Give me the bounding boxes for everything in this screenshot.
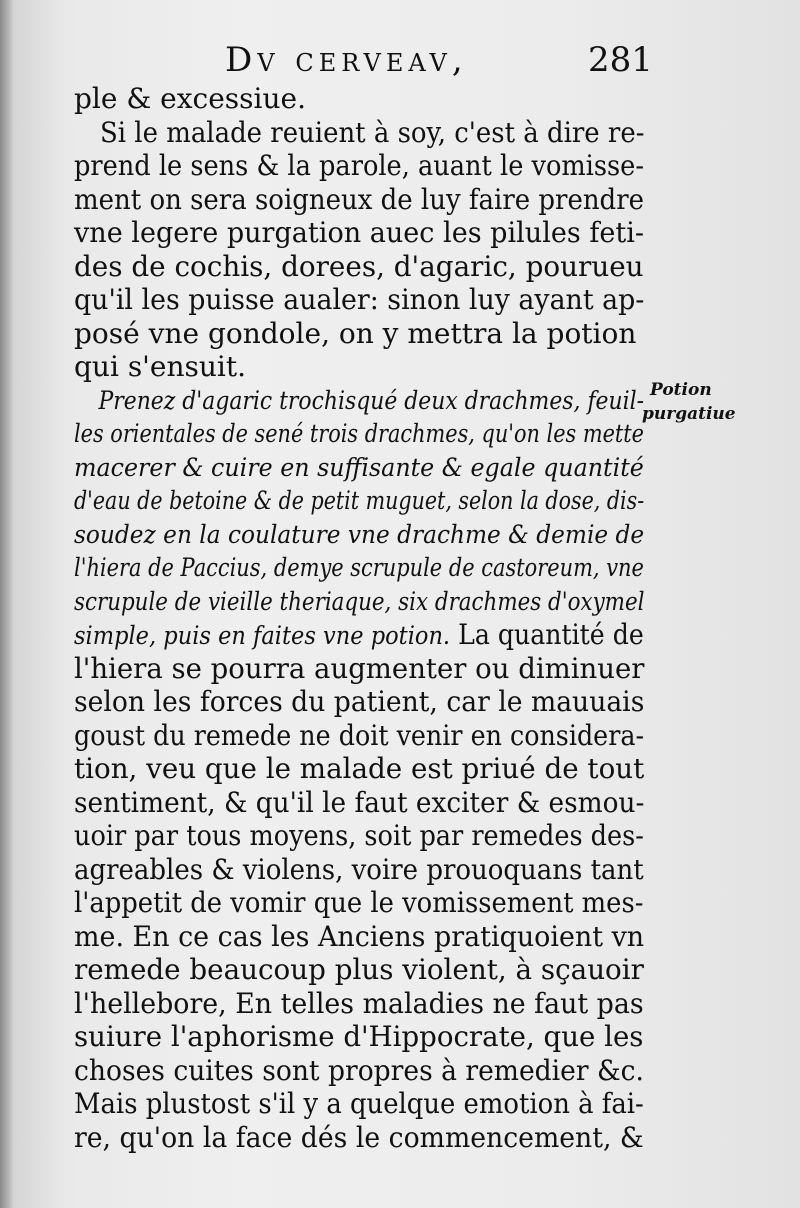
page-number: 281 [588,40,653,80]
text-line: suiure l'aphorisme d'Hippocrate, que les [74,1020,644,1053]
text-line: tion, veu que le malade est priué de tout [74,752,645,785]
recipe-line: macerer & cuire en suffisante & egale quantité [74,452,644,482]
marginal-note-line: purgatiue [642,404,736,424]
recipe-line: les orientales de sené trois drachmes, qu'on les mette [74,419,644,448]
gutter-shadow [0,0,14,1208]
running-head-title: Dv cerveav, [225,40,468,80]
recipe-line: d'eau de betoine & de petit muguet, selon la dose, dis- [74,486,645,515]
text-line: goust du remede ne doit venir en considera- [74,718,645,752]
recipe-line: scrupule de vieille theriaque, six drachmes d'oxymel [74,586,645,616]
text-line: sentiment, & qu'il le faut exciter & esmou- [74,785,645,819]
marginal-note [642,378,790,426]
text-line: qui s'ensuit. [74,350,246,383]
running-head [0,38,800,88]
recipe-line: soudez en la coulature vne drachme & demie de [74,519,645,549]
text-line: me. En ce cas les Anciens pratiquoient vn [74,919,645,953]
text-line: l'hiera se pourra augmenter ou diminuer [74,651,645,685]
text-line: prend le sens & la parole, auant le vomisse- [74,149,645,182]
text-line: l'appetit de vomir que le vomissement mes- [74,886,644,919]
text-line: Mais plustost s'il y a quelque emotion à fai- [74,1087,644,1120]
text-line: selon les forces du patient, car le mauuais [74,685,645,718]
text-line: des de cochis, dorees, d'agaric, pourueu [74,249,644,283]
text-line: vne legere purgation auec les pilules feti- [74,216,645,249]
body-text [74,82,644,1154]
text-line: posé vne gondole, on y mettra la potion [74,316,637,350]
text-line-mixed [74,618,644,652]
recipe-line: l'hiera de Paccius, demye scrupule de castoreum, vne [74,553,644,582]
text-line: ple & excessiue. [74,82,306,115]
text-line: uoir par tous moyens, soit par remedes des- [74,819,644,852]
text-line: choses cuites sont propres à remedier &c. [74,1053,644,1087]
text-line: remede beaucoup plus violent, à sçauoir [74,953,644,986]
marginal-note-line: Potion [650,380,712,400]
text-line: re, qu'on la face dés le commencement, & [74,1120,644,1154]
recipe-line: Prenez d'agaric trochisqué deux drachmes, feuil- [98,385,645,415]
text-line: ment on sera soigneux de luy faire prendre [74,182,644,216]
text-line: qu'il les puisse aualer: sinon luy ayant ap- [74,283,645,316]
text-continuation: La quantité de [450,618,644,651]
text-line: Si le malade reuient à soy, c'est à dire re- [99,115,645,149]
text-line: agreables & violens, voire prouoquans tant [74,852,644,886]
text-line: l'hellebore, En telles maladies ne faut pas [74,986,644,1020]
recipe-end: simple, puis en faites vne potion. [74,621,451,650]
